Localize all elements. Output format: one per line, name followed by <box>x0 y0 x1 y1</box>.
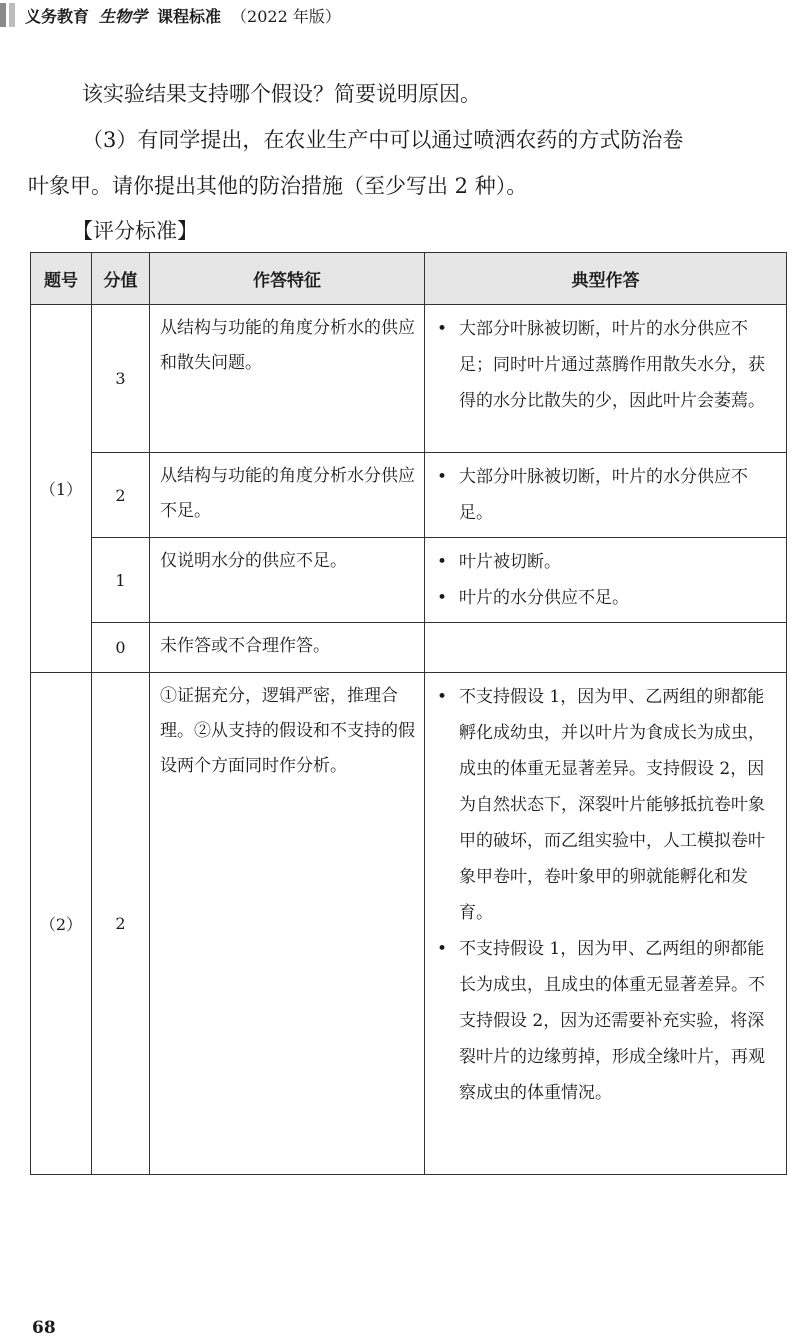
typical-answer-item: • 大部分叶脉被切断，叶片的水分供应不足；同时叶片通过蒸腾作用散失水分，获得的水分比散失的少，因此叶片会萎蔫。 <box>435 311 776 419</box>
running-header <box>0 0 792 30</box>
typical-cell-empty <box>425 623 787 673</box>
typical-answer-item: • 不支持假设 1，因为甲、乙两组的卵都能长为成虫，且成虫的体重无显著差异。不支持假设 2，因为还需要补充实验，将深裂叶片的边缘剪掉，形成全缘叶片，再观察成虫的体重情况。 <box>435 931 776 1111</box>
table-row <box>31 453 787 538</box>
typical-answer-item: • 叶片的水分供应不足。 <box>435 580 776 616</box>
feature-cell: 未作答或不合理作答。 <box>150 623 425 673</box>
table-row <box>31 538 787 623</box>
feature-cell: 仅说明水分的供应不足。 <box>150 538 425 623</box>
scoring-table <box>30 252 787 1175</box>
feature-cell: 从结构与功能的角度分析水的供应和散失问题。 <box>150 305 425 453</box>
typical-cell <box>425 538 787 623</box>
typical-cell <box>425 453 787 538</box>
header-question-no: 题号 <box>31 253 92 305</box>
header-title <box>25 4 341 27</box>
score-cell: 3 <box>92 305 150 453</box>
page-number: 68 <box>32 1318 56 1338</box>
question-label-1: （1） <box>31 305 92 673</box>
header-answer-feature: 作答特征 <box>150 253 425 305</box>
header-part-4: （2022 年版） <box>231 6 341 26</box>
section-heading-scoring: 【评分标准】 <box>72 219 198 243</box>
typical-answer-item: • 不支持假设 1，因为甲、乙两组的卵都能孵化成幼虫，并以叶片为食成长为成虫，成虫的体重无显著差异。支持假设 2，因为自然状态下，深裂叶片能够抵抗卷叶象甲的破坏，而乙组实验中，人工模拟卷叶象甲卷叶，卷叶象甲的卵就能孵化和发育。 <box>435 679 776 931</box>
table-row <box>31 673 787 1175</box>
header-typical-answer: 典型作答 <box>425 253 787 305</box>
paragraph-question-3-line-2: 叶象甲。请你提出其他的防治措施（至少写出 2 种）。 <box>28 174 528 198</box>
header-part-2: 生物学 <box>99 6 148 26</box>
score-cell: 2 <box>92 673 150 1175</box>
table-row <box>31 305 787 453</box>
question-label-2: （2） <box>31 673 92 1175</box>
paragraph-question-2-end: 该实验结果支持哪个假设？简要说明原因。 <box>82 82 481 106</box>
typical-cell <box>425 673 787 1175</box>
header-bar-dark <box>0 3 6 27</box>
score-cell: 2 <box>92 453 150 538</box>
header-bar-light <box>9 3 15 27</box>
typical-answer-item: • 叶片被切断。 <box>435 544 776 580</box>
header-part-3: 课程标准 <box>157 6 222 26</box>
paragraph-question-3-line-1: （3）有同学提出，在农业生产中可以通过喷洒农药的方式防治卷 <box>82 128 684 152</box>
table-row <box>31 623 787 673</box>
typical-cell <box>425 305 787 453</box>
feature-cell: 从结构与功能的角度分析水分供应不足。 <box>150 453 425 538</box>
header-part-1: 义务教育 <box>25 6 90 26</box>
typical-answer-item: • 大部分叶脉被切断，叶片的水分供应不足。 <box>435 459 776 531</box>
feature-cell: ①证据充分，逻辑严密，推理合理。②从支持的假设和不支持的假设两个方面同时作分析。 <box>150 673 425 1175</box>
score-cell: 0 <box>92 623 150 673</box>
table-header-row <box>31 253 787 305</box>
score-cell: 1 <box>92 538 150 623</box>
header-score: 分值 <box>92 253 150 305</box>
